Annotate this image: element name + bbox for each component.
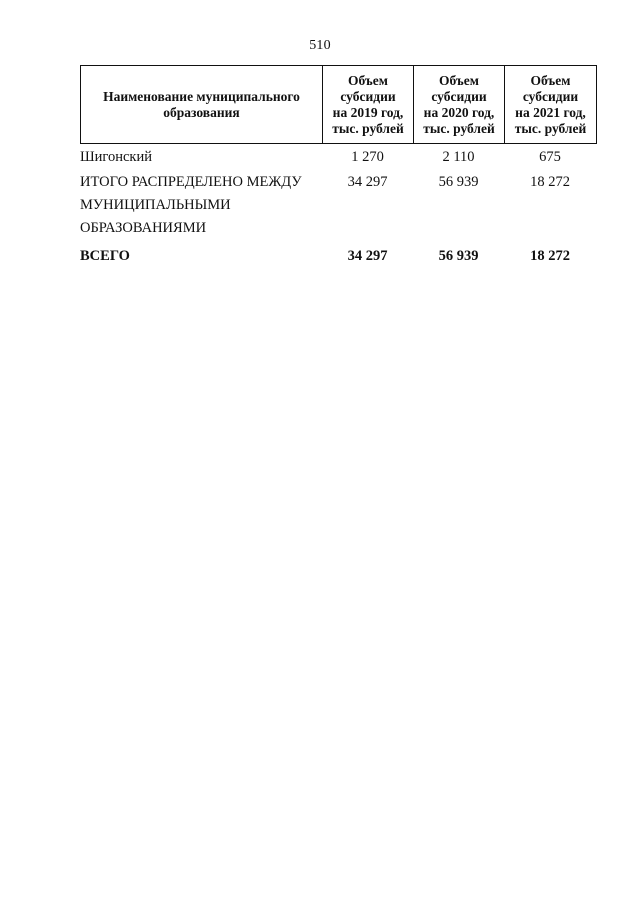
header-2020-line: Объем [439, 72, 479, 88]
header-2021-line: Объем [530, 72, 571, 88]
header-2019-cell [323, 66, 414, 144]
header-2019-line: субсидии [340, 88, 396, 104]
row-name-line: ОБРАЗОВАНИЯМИ [80, 220, 207, 236]
header-2021-line: на 2021 год, [515, 104, 586, 120]
row-name-cell [80, 171, 320, 240]
table-header-row [81, 66, 597, 144]
row-value-2019: 34 297 [347, 248, 388, 264]
row-value-2021: 18 272 [530, 174, 570, 190]
header-2020-cell [414, 66, 505, 144]
row-value-2019: 1 270 [351, 149, 384, 165]
header-2020-line: субсидии [431, 88, 487, 104]
row-name-line: Шигонский [80, 149, 152, 165]
row-name-cell [80, 245, 320, 267]
header-2019-line: на 2019 год, [332, 104, 404, 120]
header-name-line: образования [163, 104, 240, 120]
row-value-2021: 675 [539, 149, 561, 165]
row-name-line: ВСЕГО [80, 248, 130, 264]
row-value-2020: 2 110 [442, 149, 475, 165]
table-header [80, 65, 597, 144]
row-value-2020: 56 939 [438, 248, 479, 264]
row-value-2021: 18 272 [530, 248, 570, 264]
header-2020-line: тыс. рублей [423, 120, 495, 136]
header-2019-line: Объем [348, 72, 388, 88]
header-2020-line: на 2020 год, [423, 104, 495, 120]
row-name-cell [80, 146, 320, 168]
row-name-line: МУНИЦИПАЛЬНЫМИ [80, 197, 231, 213]
row-value-2020: 56 939 [438, 174, 479, 190]
header-2019-line: тыс. рублей [332, 120, 404, 136]
row-value-2019: 34 297 [347, 174, 388, 190]
page-number: 510 [309, 38, 331, 53]
row-name-line: ИТОГО РАСПРЕДЕЛЕНО МЕЖДУ [80, 174, 302, 190]
header-name-line: Наименование муниципального [103, 88, 300, 104]
header-2021-cell [505, 66, 597, 144]
header-2021-line: тыс. рублей [514, 120, 587, 136]
header-name-cell [81, 66, 323, 144]
header-2021-line: субсидии [522, 88, 579, 104]
